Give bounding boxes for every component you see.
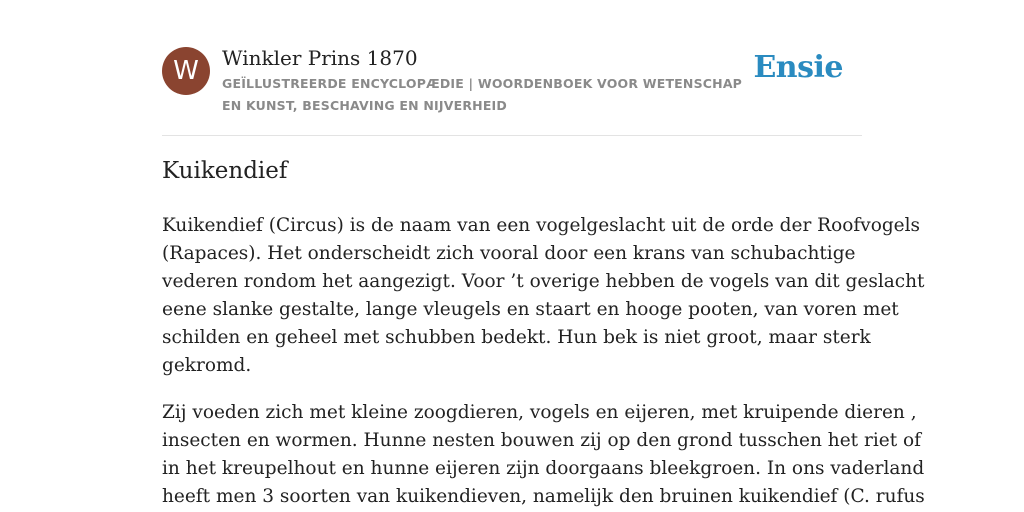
- article-title: Kuikendief: [162, 158, 288, 184]
- article-paragraph: [162, 399, 925, 511]
- text-line: insecten en wormen. Hunne nesten bouwen zij op den grond tusschen het riet of: [162, 430, 921, 451]
- ensie-logo[interactable]: Ensie: [753, 50, 843, 85]
- article-body: [162, 212, 925, 512]
- header-divider: [162, 135, 862, 136]
- source-header: [162, 46, 862, 116]
- text-line: (Rapaces). Het onderscheidt zich vooral door een krans van schubachtige: [162, 243, 856, 264]
- text-line: schilden en geheel met schubben bedekt. Hun bek is niet groot, maar sterk: [162, 327, 871, 348]
- text-line: vederen rondom het aangezigt. Voor ’t overige hebben de vogels van dit geslacht: [162, 271, 925, 292]
- text-line: eene slanke gestalte, lange vleugels en staart en hooge pooten, van voren met: [162, 299, 899, 320]
- text-line: heeft men 3 soorten van kuikendieven, namelijk den bruinen kuikendief (C. rufus: [162, 486, 925, 507]
- article-paragraph: [162, 212, 925, 380]
- source-subtitle: GEÏLLUSTREERDE ENCYCLOPÆDIE | WOORDENBOEK VOOR WETENSCHAP EN KUNST, BESCHAVING EN NIJVERHEID: [222, 76, 743, 113]
- text-line: gekromd.: [162, 355, 252, 376]
- text-line: Zij voeden zich met kleine zoogdieren, vogels en eijeren, met kruipende dieren ,: [162, 402, 917, 423]
- text-line: in het kreupelhout en hunne eijeren zijn doorgaans bleekgroen. In ons vaderland: [162, 458, 925, 479]
- source-title[interactable]: Winkler Prins 1870: [222, 46, 418, 70]
- source-avatar[interactable]: W: [162, 47, 210, 95]
- text-line: Kuikendief (Circus) is de naam van een vogelgeslacht uit de orde der Roofvogels: [162, 215, 921, 236]
